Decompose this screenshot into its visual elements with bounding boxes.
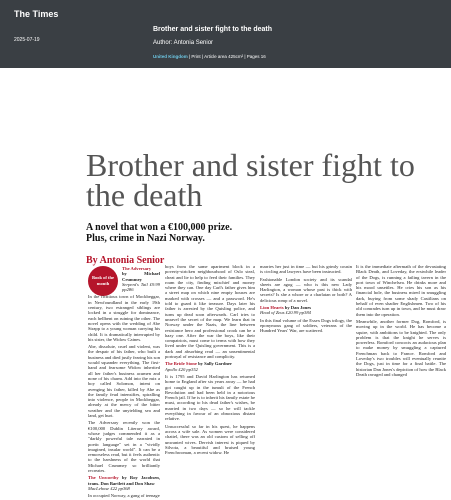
article-headline: Brother and sister fight to the death bbox=[86, 147, 415, 213]
header-meta bbox=[153, 54, 266, 59]
review-pub: Head of Zeus £20.99 pp384 bbox=[260, 310, 311, 316]
paragraph: Fashionable London society and its scandal sheets are agog — who is this new Lady Harlington, a woman whose past is thick with secrets? Is she a whore or a charlatan or both? A delicious romp of a novel. bbox=[260, 276, 352, 303]
review-credit: by Roy Jacobsen, trans. Don Bartlett and Don Shaw bbox=[88, 475, 161, 486]
review-pub: Apollo £20 pp352 bbox=[165, 366, 198, 372]
review-credit: by Michael Crummey bbox=[122, 271, 160, 282]
header-bar bbox=[0, 0, 451, 68]
paragraph: In the fictitious town of Mockbeggar, in Newfoundland in the early 19th century, two estranged siblings are locked in a struggle for dominance, each hellbent on ruining the other. The novel opens with the wedding of Abe Strapp to a young woman carrying his child. It is dramatically interrupted by his sister, the Widow Caines. bbox=[88, 294, 160, 342]
paragraph: It is the immediate aftermath of the devastating Black Death, and Loveday, the erstwhile leader of the Dogs, is running a failing tavern in the port town of Winchelsea. He drinks more and his mood unsettles. He cries his son as his financial hole, the business mired in smuggling dark, buying from some shady Castilians on behalf of even shadier Englishmen. Two of his old comrades turn up in town, and he must draw them into the operation. bbox=[356, 264, 446, 317]
review-title: The Unworthy bbox=[88, 475, 119, 481]
paragraph: boys from the same apartment block in a poverty-stricken neighbourhood of Oslo steal, cheat and lie to help to feed their families. They roam the city, finding mischief and money where they can. One day Carl's father gives him a street map on which nine empty houses are marked with crosses — and a password. He's told to guard it like treasure. Days later his father is arrested by the Quisling police, and turns up dead soon afterwards. Carl tries to unravel the secret of the map. We learn that in Norway under the Nazis, the line between resistance hero and professional crook can be a hazy one. After the war the boys, like their compatriots, must come to terms with how they lived under the Quisling government. This is a dark and absorbing read — an unsentimental portrayal of resistance and complicity. bbox=[165, 264, 255, 360]
article-standfirst: A novel that won a €100,000 prize. Plus, crime in Nazi Norway. bbox=[86, 222, 233, 244]
publication-name: The Times bbox=[14, 9, 59, 19]
paragraph: Meanwhile, another former Dog, Romford, is moving up in the world. He has become a squire, with ambitions to be knighted. The only problem is that the knight he serves is powerless. Romford concocts an audacious plan to make money by smuggling a captured Frenchman back to France. Romford and Loveday's two troubles will eventually reunite the Dogs, just in time for a final battle. The historian Dan Jones's depiction of how the Black Death ravaged and changed bbox=[356, 318, 446, 377]
meta-details: | Print | Article area 425cm² | Pages 16 bbox=[187, 54, 266, 59]
header-headline: Brother and sister fight to the death bbox=[153, 26, 273, 33]
review-pub: Serpent's Tail £9.99 pp286 bbox=[122, 281, 160, 293]
review-credit: by Sally Gardner bbox=[198, 361, 233, 367]
header-author: Author: Antonia Senior bbox=[153, 40, 214, 46]
review-pub: MacLehose £22 pp368 bbox=[88, 485, 130, 491]
paragraph: It is 1795 and David Harlington has returned home to England after six years away — he had got caught up in the tumult of the French Revolution and had been held in a notorious French jail. If he is to inherit his family estate he must, according to his dead father's wishes, be married in two days — so he will tackle everything in favour of an obnoxious distant relative. bbox=[165, 373, 255, 422]
paragraph: In this final volume of the Essex Dogs trilogy, the eponymous gang of soldiers, veterans of the Hundred Years' War, are scattered. bbox=[260, 317, 352, 334]
paragraph: The Adversary recently won the €100,000 Dublin Literary award, whose judges commended it as a "darkly powerful tale narrated in poetic language" set in a "vividly imagined, insular world". It can be a remorseless read, but it feels authentic to the harshness of the world that Michael Crummey so brilliantly recreates. bbox=[88, 420, 160, 473]
column-2 bbox=[165, 264, 255, 457]
review-credit: by Dan Jones bbox=[284, 305, 312, 311]
review-title: The Bride Stone bbox=[165, 361, 197, 367]
publication-date: 2025-07-19 bbox=[14, 37, 40, 43]
book-of-month-badge: Book of the month bbox=[88, 266, 118, 296]
column-4 bbox=[356, 264, 446, 379]
column-3 bbox=[260, 264, 352, 336]
paragraph: marries her just in time — but his grimly cousin is circling and lawyers have been instructed. bbox=[260, 264, 352, 275]
meta-region: United Kingdom bbox=[153, 54, 188, 59]
column-1 bbox=[88, 266, 160, 500]
article-byline: By Antonia Senior bbox=[86, 255, 165, 266]
paragraph: In occupied Norway, a gang of teenage bbox=[88, 493, 160, 499]
paragraph: Abe, dissolute, cruel and violent, was the despair of his father, who built a business and died justly fearing his son would squander everything. The first-hand and fearsome Widow inherited all her father's business acumen and none of his charm. Add into the mix a boy called Solomon, intent on avenging his father, killed by Abe as the family feud intensifies, spiralling into violence, people in Mockbeggar, already at the mercy of the bitter weather and the unyielding sea and land, get hurt. bbox=[88, 344, 160, 419]
review-title: Lion Hearts bbox=[260, 305, 284, 311]
review-title: The Adversary bbox=[122, 266, 152, 271]
paragraph: Unsuccessful so far in his quest, he happens across a wife sale. As women were considered chattel, there was an old custom of selling off unwanted wives. Dervish interest is piqued by Silvota, a beautiful and bruised young Frenchwoman, a recent widow. He bbox=[165, 423, 255, 456]
